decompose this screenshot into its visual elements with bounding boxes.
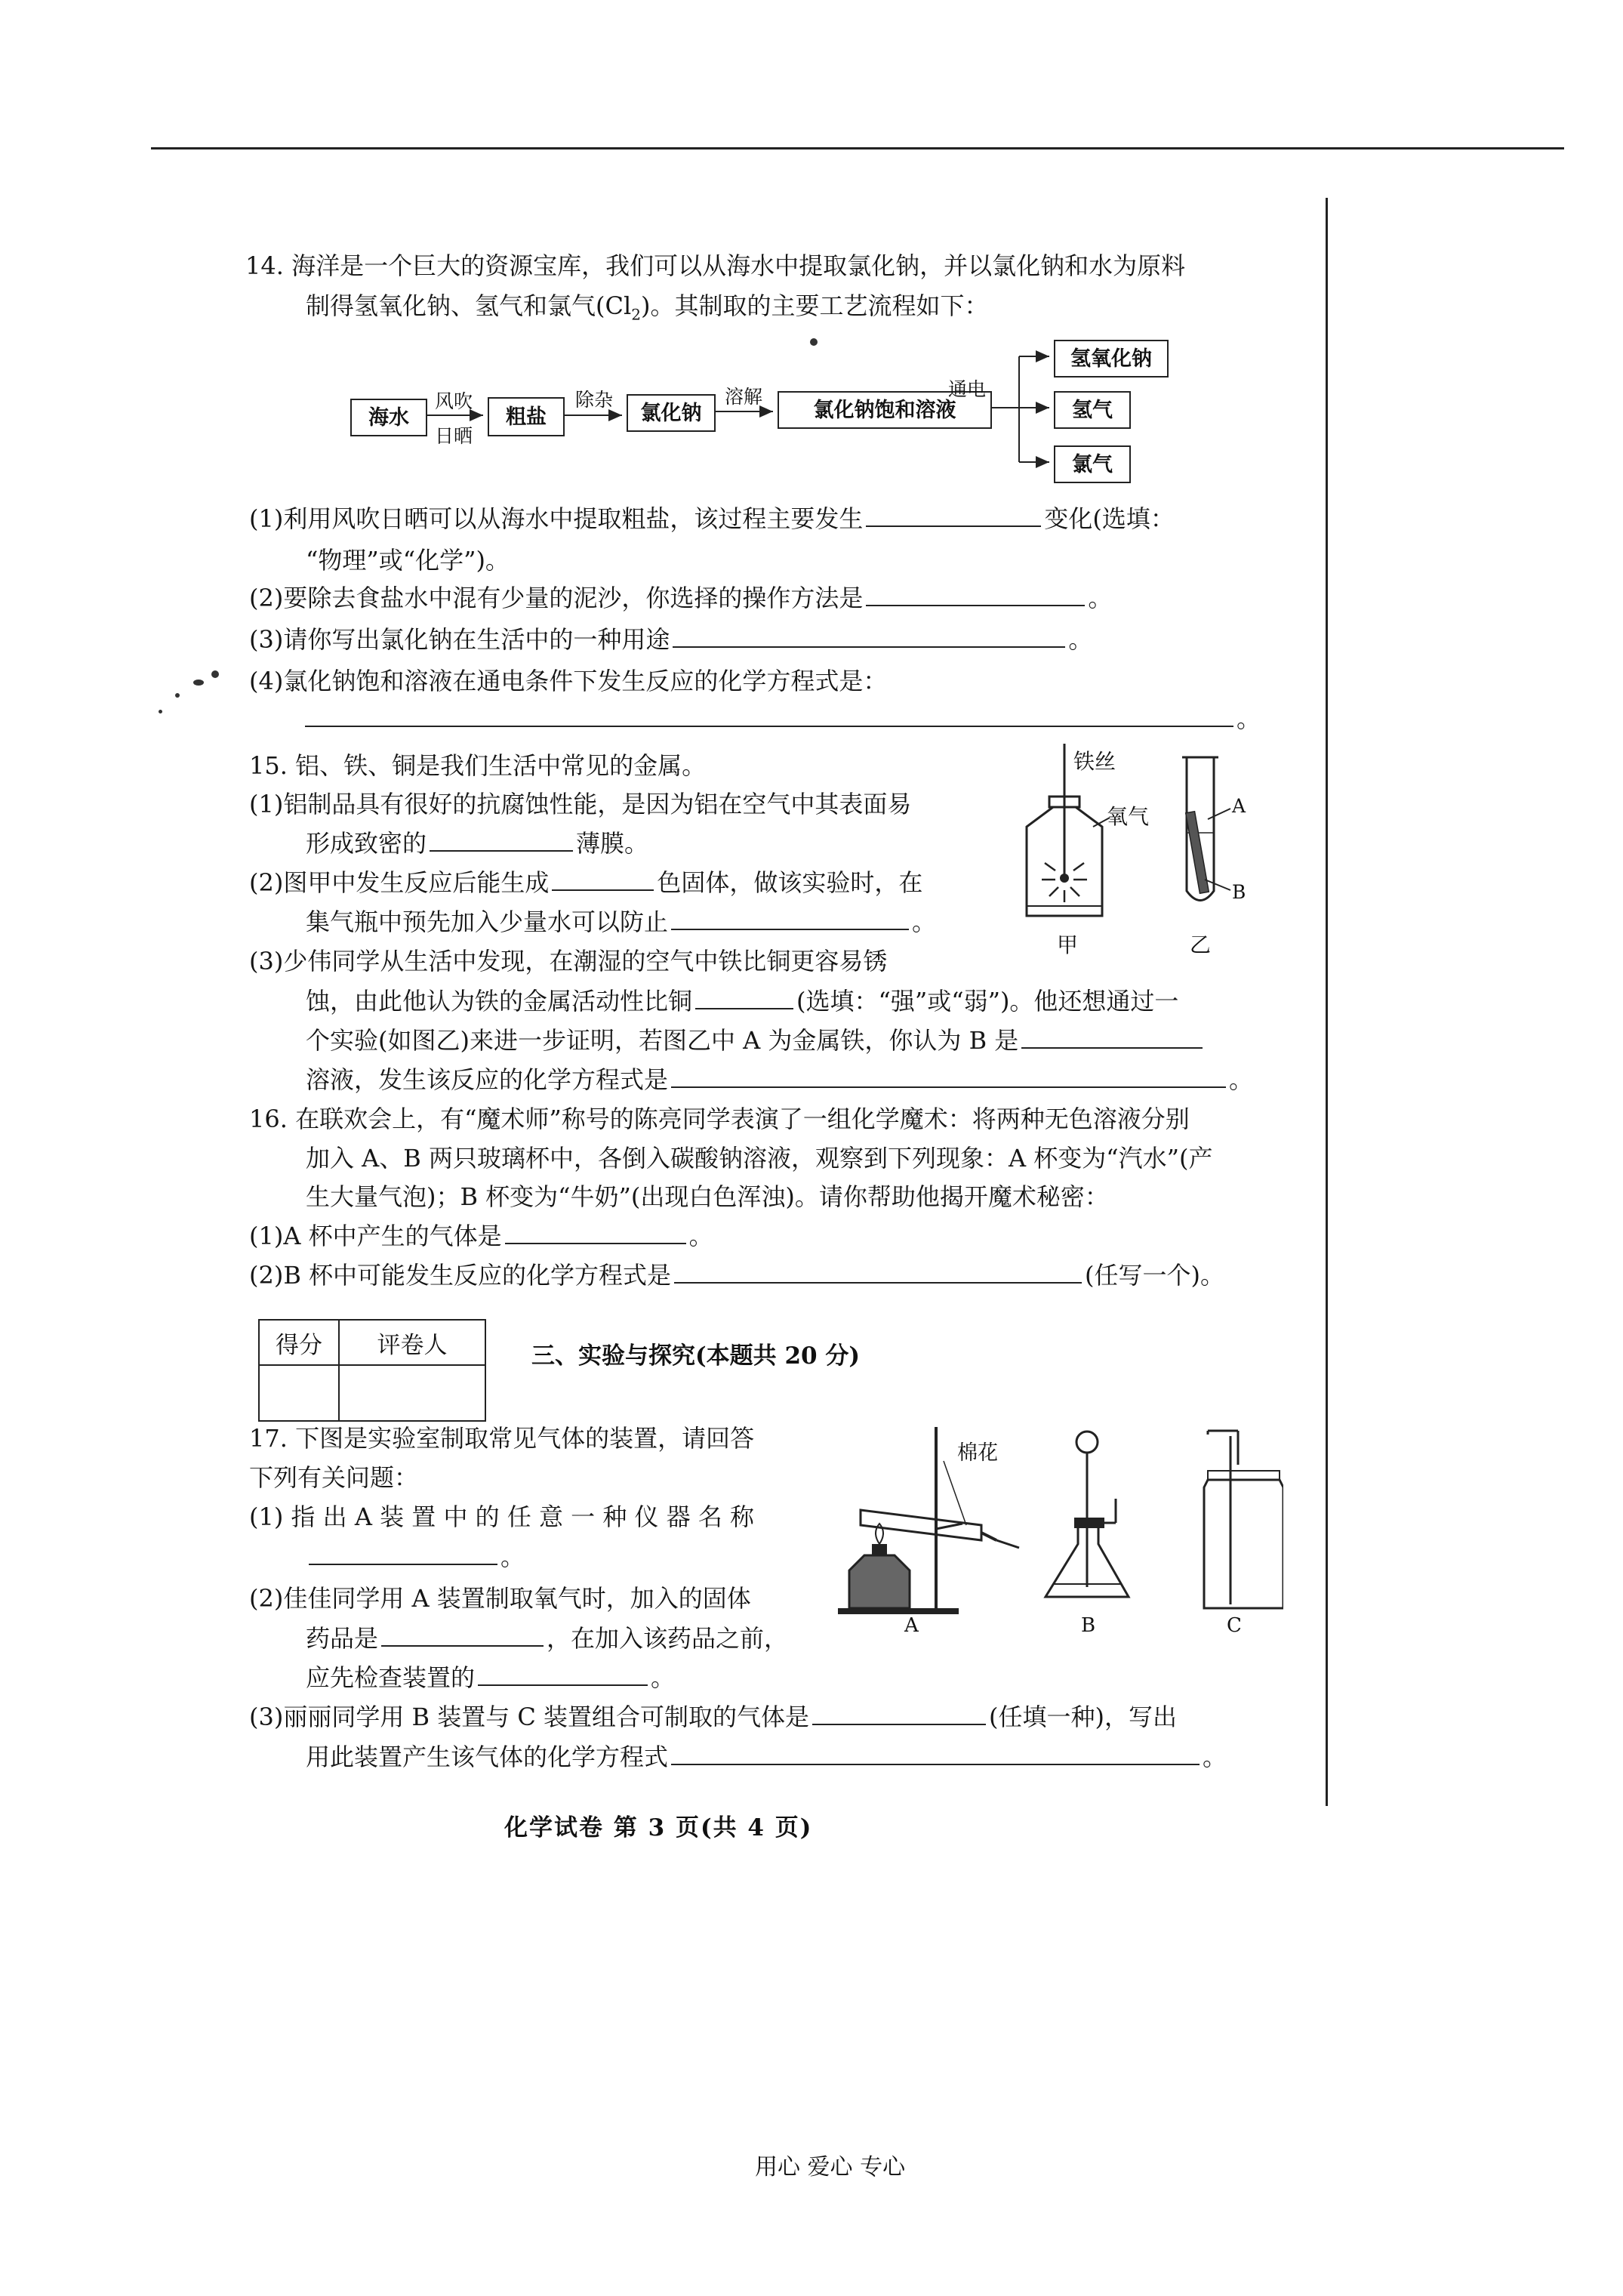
label-cotton: 棉花: [957, 1441, 998, 1465]
q17-part-2: (2)佳佳同学用 A 装置制取氧气时，加入的固体: [249, 1584, 751, 1613]
page-footer: 化学试卷 第 3 页(共 4 页): [504, 1814, 813, 1841]
flow-label-dissolve: 溶解: [725, 386, 763, 408]
q17-line-2: 下列有关问题：: [249, 1463, 419, 1492]
q15-part-1-cont: 形成致密的 薄膜。: [306, 829, 649, 858]
figure-iron-experiments: [1012, 736, 1261, 963]
label-apparatus-c: C: [1227, 1614, 1242, 1637]
section-title: 三、实验与探究(本题共 20 分): [531, 1342, 861, 1370]
answer-blank[interactable]: [812, 1701, 986, 1725]
q16-part-2: (2)B 杯中可能发生反应的化学方程式是 (任写一个)。: [249, 1261, 1225, 1290]
header-rule: [151, 147, 1564, 149]
q15-part-3: (3)少伟同学从生活中发现，在潮湿的空气中铁比铜更容易锈: [249, 947, 888, 975]
apparatus-drawing: [830, 1419, 1283, 1646]
q17-part-2-cont2: 应先检查装置的 。: [306, 1663, 676, 1692]
q15-part-2-cont: 集气瓶中预先加入少量水可以防止 。: [306, 908, 937, 936]
footer-slogan: 用心 爱心 专心: [755, 2154, 906, 2180]
q15-part-3-cont3: 溶液，发生该反应的化学方程式是 。: [306, 1065, 1254, 1094]
answer-blank[interactable]: [671, 1064, 1226, 1088]
q17-part-1-answer: 。: [306, 1540, 525, 1573]
jar-and-test-tube-drawing: [1012, 736, 1261, 963]
answer-blank[interactable]: [552, 867, 654, 891]
q17-part-3: (3)丽丽同学用 B 装置与 C 装置组合可制取的气体是 (任填一种)，写出: [249, 1703, 1178, 1731]
answer-blank[interactable]: [305, 703, 1233, 727]
flow-box-crude-salt: 粗盐: [488, 397, 565, 436]
q14-part-4-answer: 。: [302, 702, 1261, 735]
scan-speck: [159, 710, 162, 713]
flow-box-seawater: 海水: [350, 399, 427, 436]
grader-header: 评卷人: [339, 1320, 485, 1365]
q15-line-1: 15. 铝、铁、铜是我们生活中常见的金属。: [249, 751, 707, 780]
score-header: 得分: [259, 1320, 339, 1365]
score-table: [258, 1319, 486, 1422]
label-jia: 甲: [1057, 932, 1079, 957]
answer-blank[interactable]: [673, 624, 1065, 648]
label-yi: 乙: [1190, 932, 1212, 957]
flow-box-chlorine: 氯气: [1054, 445, 1131, 483]
flow-box-sodium-chloride: 氯化钠: [627, 394, 716, 432]
q17-line-1: 17. 下图是实验室制取常见气体的装置，请回答: [249, 1424, 755, 1453]
answer-blank[interactable]: [671, 1741, 1200, 1765]
q14-part-2: (2)要除去食盐水中混有少量的泥沙，你选择的操作方法是 。: [249, 584, 1113, 612]
q16-line-2: 加入 A、B 两只玻璃杯中，各倒入碳酸钠溶液，观察到下列现象：A 杯变为“汽水”(产: [306, 1144, 1213, 1173]
q17-part-3-cont: 用此装置产生该气体的化学方程式 。: [306, 1743, 1227, 1771]
q17-part-2-cont: 药品是 ，在加入该药品之前，: [306, 1624, 789, 1653]
q15-part-3-cont: 蚀，由此他认为铁的金属活动性比铜 (选填：“强”或“弱”)。他还想通过一: [306, 987, 1179, 1015]
flow-box-hydrogen: 氢气: [1054, 391, 1131, 429]
label-b: B: [1232, 881, 1246, 903]
figure-gas-apparatus: [830, 1419, 1283, 1646]
answer-blank[interactable]: [430, 827, 573, 852]
label-a: A: [1232, 795, 1246, 817]
grader-cell[interactable]: [339, 1365, 485, 1421]
label-apparatus-a: A: [904, 1614, 919, 1637]
flow-label-sun: 日晒: [435, 425, 473, 447]
q14-part-1-cont: “物理”或“化学”)。: [306, 546, 510, 575]
scan-speck: [175, 693, 180, 698]
answer-blank[interactable]: [309, 1541, 497, 1565]
flow-label-electrify: 通电: [948, 378, 987, 400]
answer-blank[interactable]: [381, 1623, 544, 1647]
flow-box-saturated-solution: 氯化钠饱和溶液: [778, 391, 992, 429]
process-flow-diagram: [340, 332, 1170, 491]
q15-part-2: (2)图甲中发生反应后能生成 色固体，做该实验时，在: [249, 868, 923, 897]
q15-part-1: (1)铝制品具有很好的抗腐蚀性能，是因为铝在空气中其表面易: [249, 790, 912, 818]
scan-speck: [211, 670, 219, 678]
flow-label-purify: 除杂: [575, 389, 614, 411]
label-oxygen: 氧气: [1107, 804, 1150, 829]
q17-part-1: (1) 指 出 A 装 置 中 的 任 意 一 种 仪 器 名 称: [249, 1502, 755, 1531]
scan-speck: [810, 338, 818, 346]
q14-part-3: (3)请你写出氯化钠在生活中的一种用途 。: [249, 625, 1093, 654]
answer-blank[interactable]: [671, 906, 909, 930]
answer-blank[interactable]: [1021, 1025, 1203, 1049]
answer-blank[interactable]: [505, 1220, 686, 1244]
q15-part-3-cont2: 个实验(如图乙)来进一步证明，若图乙中 A 为金属铁，你认为 B 是: [306, 1024, 1206, 1057]
q14-part-1: (1)利用风吹日晒可以从海水中提取粗盐，该过程主要发生 变化(选填：: [249, 504, 1175, 533]
margin-rule: [1326, 198, 1328, 1806]
scan-speck: [193, 680, 204, 686]
answer-blank[interactable]: [674, 1259, 1082, 1284]
q16-line-1: 16. 在联欢会上，有“魔术师”称号的陈亮同学表演了一组化学魔术：将两种无色溶液分别: [249, 1105, 1190, 1133]
answer-blank[interactable]: [866, 503, 1041, 527]
answer-blank[interactable]: [478, 1662, 648, 1686]
answer-blank[interactable]: [695, 985, 793, 1009]
flow-label-wind: 风吹: [435, 390, 473, 412]
label-apparatus-b: B: [1081, 1614, 1096, 1637]
q14-line-1: 14. 海洋是一个巨大的资源宝库，我们可以从海水中提取氯化钠，并以氯化钠和水为原料: [245, 251, 1186, 280]
score-cell[interactable]: [259, 1365, 339, 1421]
q14-part-4: (4)氯化钠饱和溶液在通电条件下发生反应的化学方程式是：: [249, 667, 888, 695]
answer-blank[interactable]: [866, 582, 1085, 606]
q16-part-1: (1)A 杯中产生的气体是 。: [249, 1222, 713, 1250]
q14-line-2: 制得氢氧化钠、氢气和氯气$(Cl_2)$。其制取的主要工艺流程如下：: [306, 291, 989, 324]
label-iron-wire: 铁丝: [1073, 749, 1116, 774]
flow-box-naoh: 氢氧化钠: [1054, 340, 1169, 378]
q16-line-3: 生大量气泡)；B 杯变为“牛奶”(出现白色浑浊)。请你帮助他揭开魔术秘密：: [306, 1182, 1109, 1211]
